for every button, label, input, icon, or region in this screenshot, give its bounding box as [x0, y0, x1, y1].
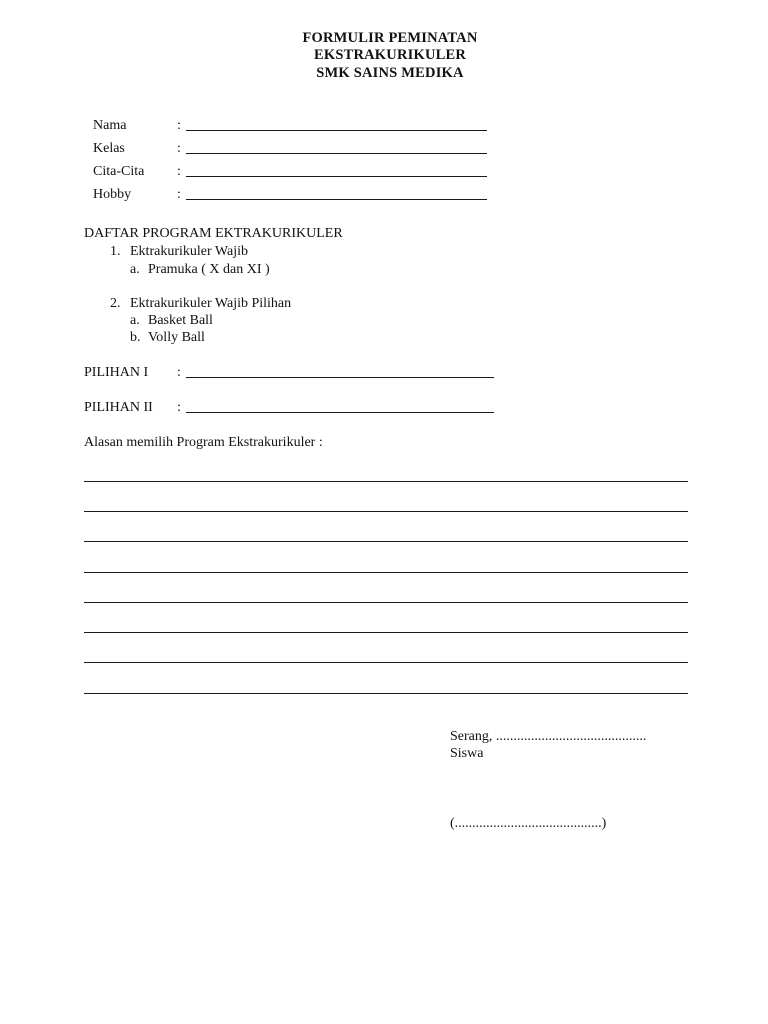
field-label-cita-cita: Cita-Cita — [93, 164, 145, 179]
reason-line[interactable] — [84, 693, 688, 694]
field-label-kelas: Kelas — [93, 141, 125, 156]
group-number: 2. — [110, 296, 121, 311]
pilihan-2-input-line[interactable] — [186, 412, 494, 413]
field-colon: : — [177, 365, 181, 380]
signature-name-placeholder: (..........................................) — [450, 816, 607, 831]
form-title-line-2: EKSTRAKURIKULER — [313, 47, 467, 63]
field-label-hobby: Hobby — [93, 187, 132, 202]
cita-cita-input-line[interactable] — [186, 176, 487, 177]
reason-line[interactable] — [84, 632, 688, 633]
field-colon: : — [177, 164, 181, 179]
group-number: 1. — [110, 244, 121, 259]
place-date: Serang, ........................................... — [450, 729, 647, 744]
reason-line[interactable] — [84, 541, 688, 542]
choice-label-1: PILIHAN I — [84, 365, 149, 380]
item-letter: a. — [130, 262, 140, 277]
group-title-wajib-pilihan: Ektrakurikuler Wajib Pilihan — [130, 296, 292, 311]
program-heading: DAFTAR PROGRAM EKTRAKURIKULER — [84, 226, 343, 241]
choice-label-2: PILIHAN II — [84, 400, 153, 415]
field-colon: : — [177, 187, 181, 202]
reason-line[interactable] — [84, 602, 688, 603]
nama-input-line[interactable] — [186, 130, 487, 131]
item-pramuka: Pramuka ( X dan XI ) — [148, 262, 270, 277]
group-title-wajib: Ektrakurikuler Wajib — [130, 244, 248, 259]
kelas-input-line[interactable] — [186, 153, 487, 154]
reason-line[interactable] — [84, 511, 688, 512]
item-volly-ball: Volly Ball — [148, 330, 205, 345]
reason-line[interactable] — [84, 572, 688, 573]
hobby-input-line[interactable] — [186, 199, 487, 200]
field-colon: : — [177, 118, 181, 133]
pilihan-1-input-line[interactable] — [186, 377, 494, 378]
item-letter: b. — [130, 330, 141, 345]
reason-line[interactable] — [84, 481, 688, 482]
reason-line[interactable] — [84, 662, 688, 663]
item-letter: a. — [130, 313, 140, 328]
field-colon: : — [177, 400, 181, 415]
school-name: SMK SAINS MEDIKA — [316, 65, 464, 81]
item-basket-ball: Basket Ball — [148, 313, 213, 328]
field-label-nama: Nama — [93, 118, 127, 133]
reason-label: Alasan memilih Program Ekstrakurikuler : — [84, 435, 323, 450]
form-title-line-1: FORMULIR PEMINATAN — [302, 30, 478, 46]
signature-role: Siswa — [450, 746, 484, 761]
field-colon: : — [177, 141, 181, 156]
